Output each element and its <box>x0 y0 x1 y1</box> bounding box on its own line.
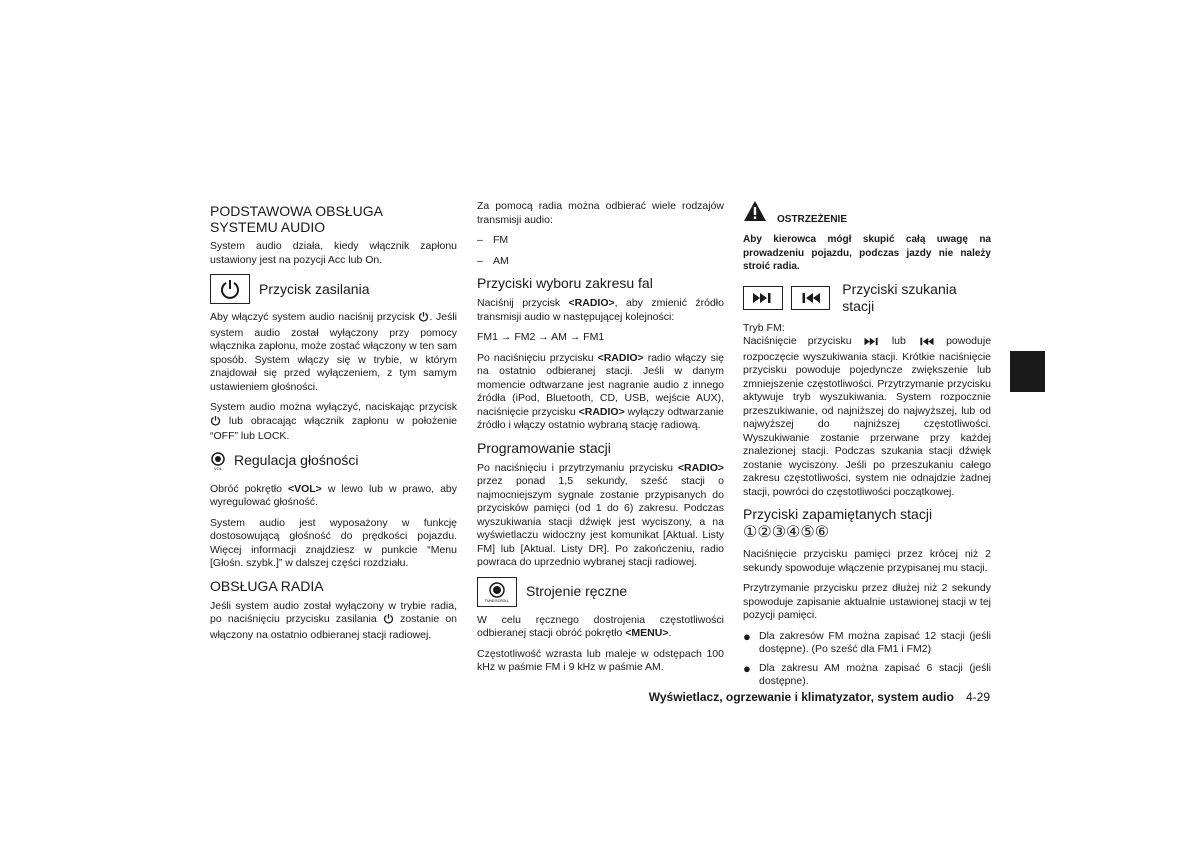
text: Po naciśnięciu przycisku <box>477 351 594 364</box>
volume-knob-icon <box>210 451 226 471</box>
column-2 <box>477 200 724 682</box>
dash-mark: – <box>477 254 483 267</box>
radio-button-label: <RADIO> <box>578 405 625 418</box>
text: lub <box>891 335 906 347</box>
paragraph: Naciśnięcie przycisku pamięci przez krócej niż 2 sekundy spowoduje włączenie przypisanej mu stacji. <box>743 548 991 574</box>
paragraph <box>477 614 724 641</box>
heading-programming: Programowanie stacji <box>477 439 611 456</box>
paragraph <box>477 352 724 433</box>
vol-knob-label: <VOL> <box>287 482 322 495</box>
list-item <box>477 234 724 248</box>
seek-forward-icon <box>743 286 783 310</box>
paragraph <box>210 401 457 444</box>
paragraph <box>210 311 457 394</box>
radio-button-label: <RADIO> <box>597 351 644 364</box>
text: W celu ręcznego dostrojenia częstotliwości odbieranej stacji obróć pokrętło <box>477 613 724 639</box>
warning-header <box>743 200 991 227</box>
text: , aby zmienić źródło transmisji audio w następującej kolejności: <box>477 297 724 323</box>
page-number: 4-29 <box>965 690 990 704</box>
paragraph <box>743 335 991 499</box>
heading-volume: Regulacja głośności <box>234 452 359 468</box>
list-item <box>743 630 991 657</box>
paragraph: Za pomocą radia można odbierać wiele rodzajów transmisji audio: <box>477 200 724 226</box>
radio-button-label: <RADIO> <box>568 297 615 309</box>
seek-forward-icon <box>863 337 881 351</box>
warning-title: OSTRZEŻENIE <box>777 214 848 225</box>
paragraph <box>210 483 457 510</box>
power-icon <box>418 311 429 327</box>
text: Tryb FM: <box>743 321 785 334</box>
text: . <box>668 627 672 639</box>
heading-seek: Przyciski szukania stacji <box>842 280 957 314</box>
page-footer <box>600 690 990 704</box>
paragraph: System audio jest wyposażony w funkcję dostosowującą głośność do prędkości pojazdu. Więcej informacji znajdziesz w punkcie “Menu [Głośn. szybk.]” w dalszej części rozdziału. <box>210 516 457 569</box>
power-icon <box>210 415 221 431</box>
text: w lewo lub w prawo, aby wyregulować głośność. <box>210 482 457 508</box>
power-button-icon <box>210 274 250 304</box>
paragraph: Przytrzymanie przycisku przez dłużej niż 2 sekundy spowoduje zapisanie aktualnie ustawionej stacji w tej pozycji pamięci. <box>743 582 991 621</box>
heading-band: Przyciski wyboru zakresu fal <box>477 275 653 291</box>
column-1 <box>210 200 457 649</box>
heading-basic-audio <box>210 203 457 235</box>
sequence: FM1 → FM2 → AM → FM1 <box>477 331 605 343</box>
radio-button-label: <RADIO> <box>677 461 724 474</box>
manual-heading-row <box>477 577 724 607</box>
paragraph: System audio działa, kiedy włącznik zapłonu ustawiony jest na pozycji Acc lub On. <box>210 240 457 266</box>
power-heading-row <box>210 274 457 304</box>
text: radio włączy się na ostatnio odbieranej stacji. Jeśli w danym momencie odtwarzane jest nagranie audio z innego źródła (iPod, Bluetooth, CD, USB, wejście AUX), naciśnięcie przycisku <box>477 351 724 418</box>
warning-icon <box>743 200 767 227</box>
paragraph <box>210 600 457 643</box>
text: powoduje rozpoczęcie wyszukiwania stacji. Krótkie naciśnięcie przycisku powoduje pojedyncze zwiększenie lub zmniejszenie częstotliwości. Przytrzymanie przycisku aktywuje tryb wyszukiwania. System rozpocznie przeszukiwanie, od najniższej do najwyższej, lub od najwyższej do najniższej częstotliwości. Wyszukiwanie zostanie przerwane przy każdej znalezionej stacji. Podczas szukania stacji dźwięk zostanie wyciszony. Jeśli po przeszukaniu całego zakresu częstotliwości, system nie odnajdzie żadnej stacji, powróci do częstotliwości początkowej. <box>743 335 992 498</box>
bullet-mark: ● <box>743 628 751 644</box>
text: zostanie on włączony na ostatnio odbieranej stacji radiowej. <box>210 613 458 641</box>
text: Obróć pokrętło <box>210 482 282 495</box>
seek-backward-icon <box>917 337 935 351</box>
power-icon <box>383 613 394 629</box>
text: . Jeśli system audio został wyłączony przy pomocy włącznika zapłonu, może zostać włączony w ten sam sposób. System włączy się w trybie, w którym znajdował się przed wyłączeniem, z tym samym ustawieniem głośności. <box>210 311 457 393</box>
footer-title: Wyświetlacz, ogrzewanie i klimatyzator, system audio <box>648 690 954 704</box>
list-item <box>477 255 724 269</box>
preset-numbers: ①②③④⑤⑥ <box>743 524 830 541</box>
menu-knob-label: <MENU> <box>625 627 669 639</box>
heading-line: SYSTEMU AUDIO <box>210 219 326 235</box>
column-3 <box>743 200 991 694</box>
tune-knob-icon <box>477 577 517 607</box>
text: Aby włączyć system audio naciśnij przycisk <box>210 311 415 323</box>
heading-presets: Przyciski zapamiętanych stacji <box>743 506 933 522</box>
heading-radio: OBSŁUGA RADIA <box>210 577 324 594</box>
bullet-mark: ● <box>743 660 751 676</box>
text: lub obracając włącznik zapłonu w położenie “OFF” lub LOCK. <box>210 414 458 442</box>
list-item <box>743 662 991 689</box>
paragraph <box>477 462 724 570</box>
text: Po naciśnięciu i przytrzymaniu przycisku <box>477 461 673 474</box>
text: Naciśnięcie przycisku <box>743 335 852 347</box>
text: FM <box>493 234 509 246</box>
vol-icon-label: VOL <box>213 465 223 471</box>
seek-backward-icon <box>791 286 831 310</box>
tune-icon-label: TUNE/SCROLL <box>484 598 510 603</box>
text: przez ponad 1,5 sekundy, sześć stacji o najmocniejszym sygnale zostanie przypisanych do przycisków pamięci (od 1 do 6) zakresu. Podczas wyszukiwania stacji dźwięk jest wyciszony, a na wyświetlaczu widoczny jest komunikat [Aktual. Listy FM] lub [Aktual. Listy DR]. Po zakończeniu, radio powraca do uprzednio wybranej stacji radiowej. <box>477 475 724 568</box>
text: wyłączy odtwarzanie źródło i włączy ostatnio wybraną stację radiową. <box>477 405 724 431</box>
heading-manual-tuning: Strojenie ręczne <box>526 583 628 599</box>
paragraph <box>477 297 724 324</box>
text: AM <box>493 254 509 267</box>
volume-heading-row <box>210 451 457 471</box>
seek-heading-row <box>743 281 991 315</box>
text: System audio można wyłączyć, naciskając przycisk <box>210 401 457 413</box>
text: Dla zakresów FM można zapisać 12 stacji (jeśli dostępne). (Po sześć dla FM1 i FM2) <box>759 629 991 655</box>
dash-mark: – <box>477 234 483 246</box>
paragraph <box>743 322 991 336</box>
text: Jeśli system audio został wyłączony w trybie radia, po naciśnięciu przycisku zasilania <box>210 599 457 625</box>
heading-power: Przycisk zasilania <box>259 280 370 297</box>
chapter-tab <box>1010 351 1045 392</box>
heading-line: PODSTAWOWA OBSŁUGA <box>210 203 383 219</box>
text: Naciśnij przycisk <box>477 297 561 309</box>
warning-text: Aby kierowca mógł skupić całą uwagę na prowadzeniu pojazdu, podczas jazdy nie należy stroić radia. <box>743 234 991 272</box>
paragraph: Częstotliwość wzrasta lub maleje w odstępach 100 kHz w paśmie FM i 9 kHz w paśmie AM. <box>477 647 724 673</box>
text: Dla zakresu AM można zapisać 6 stacji (jeśli dostępne). <box>759 661 991 687</box>
